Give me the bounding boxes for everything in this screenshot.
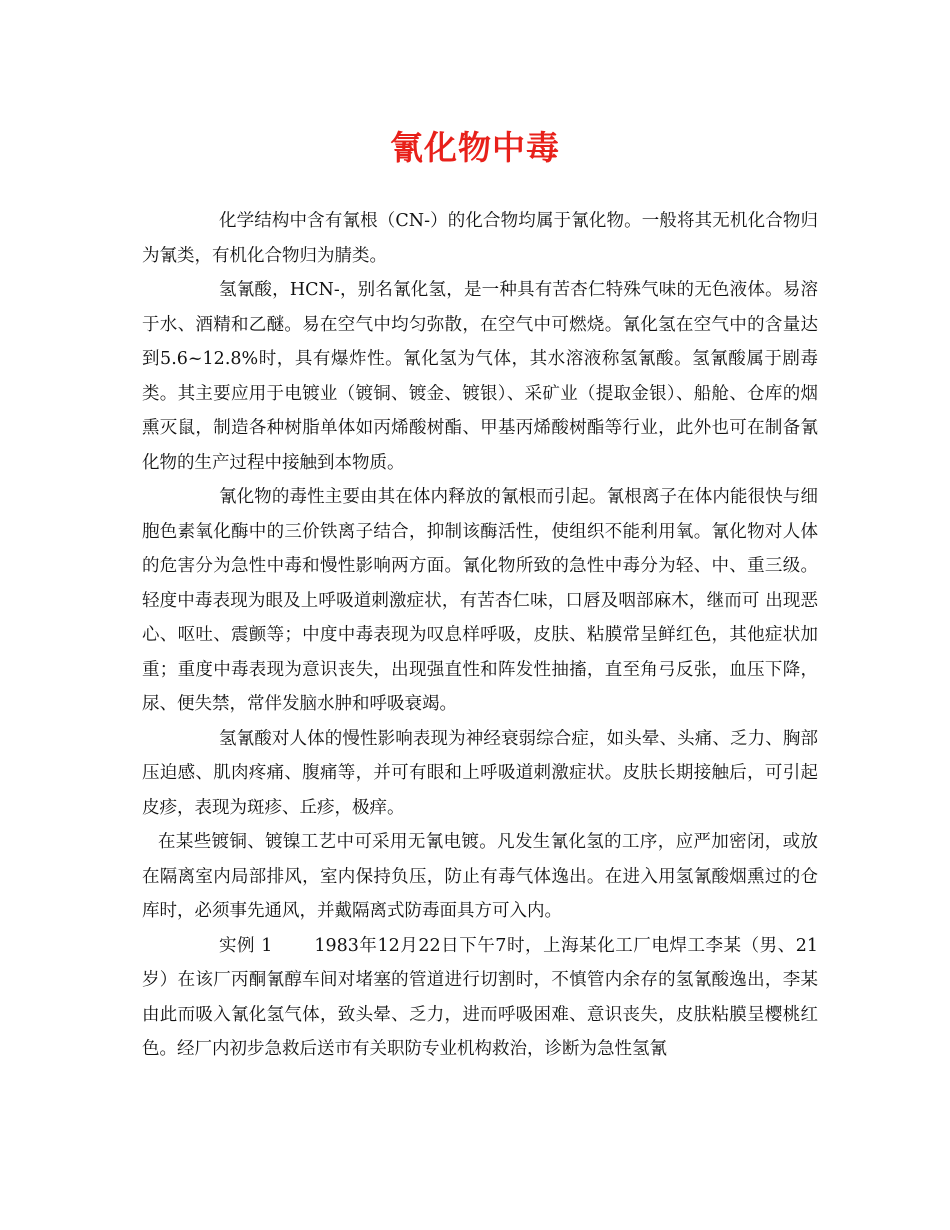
paragraph-definition: 化学结构中含有氰根（CN-）的化合物均属于氰化物。一般将其无机化合物归为氰类，有机化合物归为腈类。	[142, 211, 818, 266]
case-text: 1983年12月22日下午7时，上海某化工厂电焊工李某（男、21岁）在该厂丙酮氰醇车间对堵塞的管道进行切割时，不慎管内余存的氢氰酸逸出，李某由此而吸入氰化氢气体，致头晕、乏力，进而呼吸困难、意识丧失，皮肤粘膜呈樱桃红色。经厂内初步急救后送市有关职防专业机构救治，诊断为急性氢氰	[142, 935, 818, 1059]
paragraph-case-example	[142, 929, 818, 1067]
paragraph-hydrocyanic-acid: 氢氰酸，HCN-，别名氰化氢，是一种具有苦杏仁特殊气味的无色液体。易溶于水、酒精和乙醚。易在空气中均匀弥散，在空气中可燃烧。氰化氢在空气中的含量达到5.6~12.8%时，具有爆炸性。氰化氢为气体，其水溶液称氢氰酸。氢氰酸属于剧毒类。其主要应用于电镀业（镀铜、镀金、镀银）、采矿业（提取金银）、船舱、仓库的烟熏灭鼠，制造各种树脂单体如丙烯酸树酯、甲基丙烯酸树酯等行业，此外也可在制备氰化物的生产过程中接触到本物质。	[142, 280, 818, 473]
document-body	[142, 204, 818, 1067]
paragraph-prevention: 在某些镀铜、镀镍工艺中可采用无氰电镀。凡发生氰化氢的工序，应严加密闭，或放在隔离室内局部排风，室内保持负压，防止有毒气体逸出。在进入用氢氰酸烟熏过的仓库时，必须事先通风，并戴隔离式防毒面具方可入内。	[142, 832, 818, 921]
document-title: 氰化物中毒	[390, 128, 560, 167]
paragraph-toxicity: 氰化物的毒性主要由其在体内释放的氰根而引起。氰根离子在体内能很快与细胞色素氧化酶中的三价铁离子结合，抑制该酶活性，使组织不能利用氧。氰化物对人体的危害分为急性中毒和慢性影响两方面。氰化物所致的急性中毒分为轻、中、重三级。轻度中毒表现为眼及上呼吸道刺激症状，有苦杏仁味，口唇及咽部麻木，继而可 出现恶心、呕吐、震颤等；中度中毒表现为叹息样呼吸，皮肤、粘膜常呈鲜红色，其他症状加重；重度中毒表现为意识丧失，出现强直性和阵发性抽搐，直至角弓反张，血压下降，尿、便失禁，常伴发脑水肿和呼吸衰竭。	[142, 487, 818, 714]
paragraph-chronic-effects: 氢氰酸对人体的慢性影响表现为神经衰弱综合症，如头晕、头痛、乏力、胸部压迫感、肌肉疼痛、腹痛等，并可有眼和上呼吸道刺激症状。皮肤长期接触后，可引起皮疹，表现为斑疹、丘疹，极痒。	[142, 728, 818, 818]
case-label: 实例 1	[219, 935, 273, 956]
